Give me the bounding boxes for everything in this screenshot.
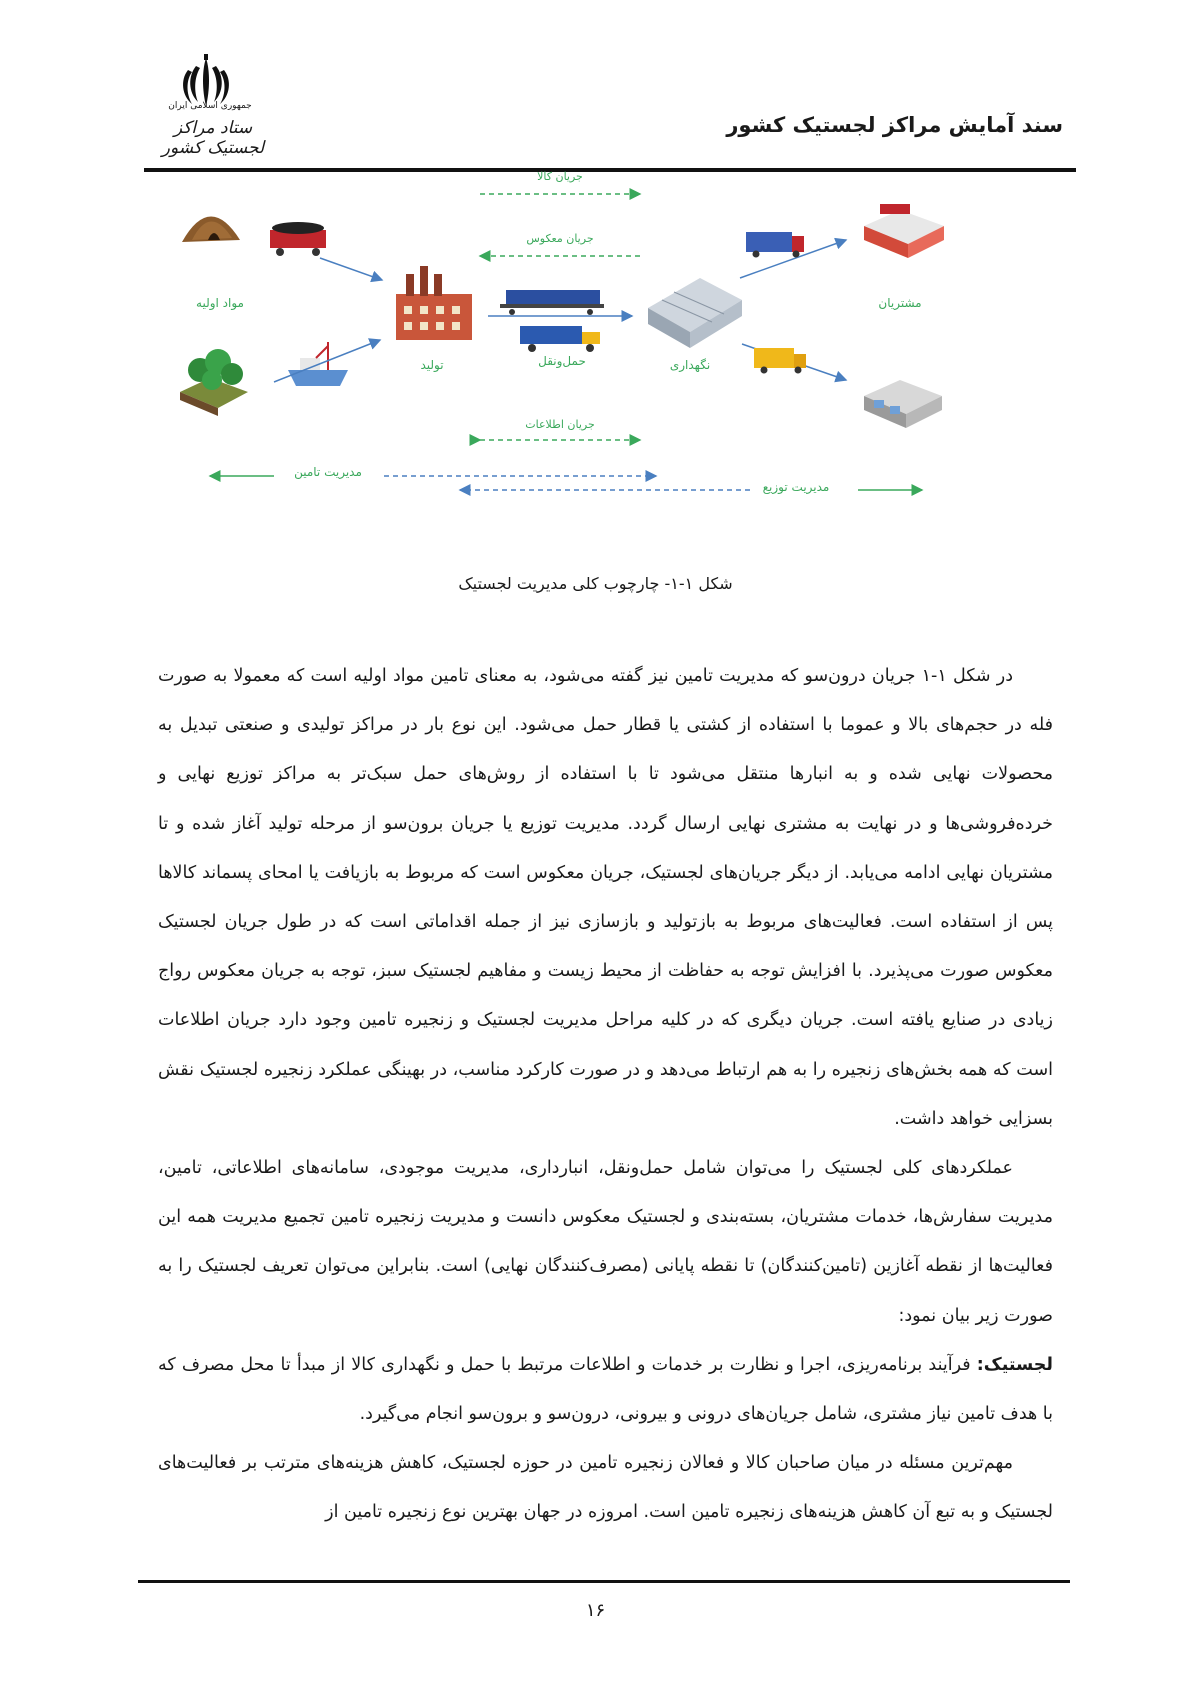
label-customers: مشتریان [878, 296, 922, 310]
label-warehousing: نگهداری [669, 358, 711, 372]
label-reverse-flow: جریان معکوس [526, 232, 594, 245]
label-goods-flow: جریان کالا [537, 170, 583, 183]
label-info-flow: جریان اطلاعات [525, 418, 595, 431]
truck-icon [520, 326, 600, 352]
page-header [0, 0, 1191, 175]
logistics-framework-diagram [170, 170, 1030, 554]
arrow-wagon-factory [320, 258, 382, 280]
definition-text: فرآیند برنامه‌ریزی، اجرا و نظارت بر خدمات و اطلاعات مرتبط با حمل و نگهداری کالا از مبدأ تا محل مصرف که با هدف تامین نیاز مشتری، شامل جریان‌های درونی و بیرونی، درون‌سو و برون‌سو انجام می‌گیرد. [158, 1354, 1053, 1425]
label-raw-materials: مواد اولیه [196, 296, 244, 310]
container-train-icon [500, 290, 604, 315]
org-name: ستاد مراکز لجستیک کشور [161, 118, 265, 158]
paragraph-2: عملکردهای کلی لجستیک را می‌توان شامل حمل‌ونقل، انبارداری، مدیریت موجودی، سامانه‌های اطلاعاتی، تامین، مدیریت سفارش‌ها، خدمات مشتریان، بسته‌بندی و لجستیک معکوس دانست و مدیریت زنجیره تامین تجمیع مدیریت همه این فعالیت‌ها از نقطه آغازین (تامین‌کنندگان) تا نقطه پایانی (مصرف‌کنندگان نهایی) است. بنابراین می‌توان تعریف لجستیک را به صورت زیر بیان نمود: [158, 1158, 1053, 1326]
delivery-truck-icon [746, 232, 804, 258]
label-supply-management: مدیریت تامین [294, 465, 362, 479]
footer-divider [138, 1580, 1070, 1583]
paragraph-4: مهم‌ترین مسئله در میان صاحبان کالا و فعالان زنجیره تامین در حوزه لجستیک، کاهش هزینه‌های مترتب بر فعالیت‌های لجستیک و به تبع آن کاهش هزینه‌های زنجیره تامین است. امروزه در جهان بهترین نوع زنجیره تامین از [158, 1453, 1053, 1523]
document-title: سند آمایش مراکز لجستیک کشور [726, 113, 1063, 137]
shop-icon [864, 380, 942, 428]
mine-icon [182, 216, 240, 242]
org-subtitle: جمهوری اسلامی ایران [168, 101, 252, 111]
warehouse-icon [648, 278, 742, 348]
page-number: ۱۶ [585, 1600, 606, 1621]
diagram-canvas [170, 182, 1030, 554]
factory-icon [396, 266, 472, 340]
definition-term: لجستیک: [976, 1354, 1053, 1375]
coal-wagon-icon [270, 222, 326, 256]
figure-caption: شکل ۱-۱- چارچوب کلی مدیریت لجستیک [458, 574, 733, 593]
header-divider [144, 168, 1076, 172]
store-icon [864, 204, 944, 258]
label-production: تولید [420, 358, 444, 372]
van-icon [754, 348, 806, 374]
body-text [158, 652, 1053, 1538]
label-transport: حمل‌ونقل [538, 354, 586, 368]
forest-icon [180, 349, 248, 416]
definition-paragraph [158, 1341, 1053, 1439]
label-distribution-management: مدیریت توزیع [762, 480, 830, 494]
paragraph-1: در شکل ۱-۱ جریان درون‌سو که مدیریت تامین نیز گفته می‌شود، به معنای تامین مواد اولیه است که معمولا به صورت فله در حجم‌های بالا و عموما با استفاده از کشتی یا قطار حمل می‌شود. این نوع بار در مراکز تولیدی و صنعتی تبدیل به محصولات نهایی شده و به انبارها منتقل می‌شود تا با استفاده از روش‌های حمل سبک‌تر به مراکز توزیع نهایی و خرده‌فروشی‌ها و در نهایت به مشتری نهایی ارسال گردد. مدیریت توزیع یا جریان برون‌سو از مرحله تولید آغاز شده و تا مشتریان نهایی ادامه می‌یابد. از دیگر جریان‌های لجستیک، جریان معکوس است که مربوط به بازیافت یا امحای پسماند کالاها پس از استفاده است. فعالیت‌های مربوط به بازتولید و بازسازی نیز از جمله اقداماتی است که در طول جریان لجستیک معکوس صورت می‌پذیرد. با افزایش توجه به حفاظت از محیط زیست و مفاهیم لجستیک سبز، توجه به جریان معکوس رواج زیادی در صنایع یافته است. جریان دیگری که در کلیه مراحل مدیریت لجستیک و زنجیره تامین وجود دارد جریان اطلاعات است که همه بخش‌های زنجیره را به هم ارتباط می‌دهد و در صورت کارکرد مناسب، در بهینگی عملکرد زنجیره لجستیک نقش بسزایی خواهد داشت. [158, 666, 1053, 1129]
